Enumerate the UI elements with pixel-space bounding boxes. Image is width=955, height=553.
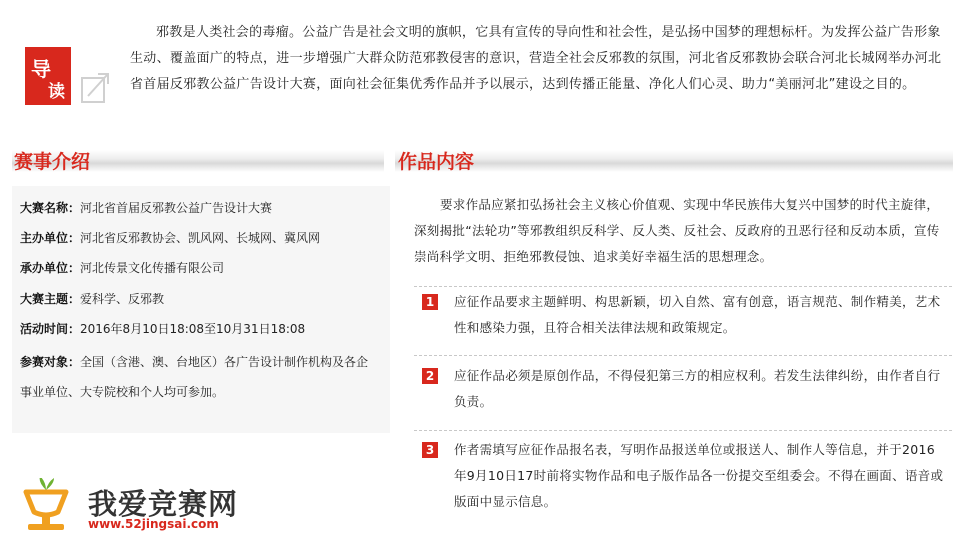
event-row-theme — [20, 287, 370, 311]
works-intro-paragraph: 要求作品应紧扣弘扬社会主义核心价值观、实现中华民族伟大复兴中国梦的时代主旋律，深刻揭批“法轮功”等邪教组织反科学、反人类、反社会、反政府的丑恶行径和反动本质，宣传崇尚科学文明、拒绝邪教侵蚀、追求美好幸福生活的思想理念。 — [414, 197, 940, 264]
event-row-key: 大赛名称： — [20, 201, 81, 215]
works-divider — [414, 286, 952, 287]
event-row-participants — [20, 347, 370, 407]
event-row-key: 参赛对象： — [20, 355, 81, 369]
intro-badge-char-1: 导 — [31, 57, 51, 81]
event-row-time — [20, 317, 370, 341]
event-row-organizer — [20, 256, 370, 280]
external-link-icon — [80, 70, 110, 104]
event-row-host — [20, 226, 370, 250]
event-row-value: 2016年8月10日18:08至10月31日18:08 — [80, 322, 306, 336]
works-section-title: 作品内容 — [398, 151, 475, 173]
works-item-2: 应征作品必须是原创作品，不得侵犯第三方的相应权利。若发生法律纠纷，由作者自行负责。 — [454, 368, 941, 409]
item-number-badge: 2 — [422, 368, 438, 384]
intro-paragraph: 邪教是人类社会的毒瘤。公益广告是社会文明的旗帜，它具有宣传的导向性和社会性，是弘扬中国梦的理想标杆。为发挥公益广告形象生动、覆盖面广的特点，进一步增强广大群众防范邪教侵害的意识，营造全社会反邪教的氛围，河北省反邪教协会联合河北长城网举办河北省首届反邪教公益广告设计大赛，面向社会征集优秀作品并予以展示，达到传播正能量、净化人们心灵、助力“美丽河北”建设之目的。 — [130, 25, 942, 92]
event-row-key: 主办单位： — [20, 231, 81, 245]
event-row-key: 承办单位： — [20, 261, 81, 275]
item-number-badge: 1 — [422, 294, 438, 310]
event-section-title: 赛事介绍 — [14, 151, 91, 173]
event-row-value: 河北省首届反邪教公益广告设计大赛 — [80, 201, 273, 215]
event-row-value: 河北传景文化传播有限公司 — [80, 261, 225, 275]
trophy-logo-icon — [18, 478, 74, 534]
logo-url: www.52jingsai.com — [88, 517, 219, 531]
works-divider — [414, 430, 952, 431]
event-row-key: 活动时间： — [20, 322, 81, 336]
event-row-value: 河北省反邪教协会、凯风网、长城网、冀风网 — [80, 231, 321, 245]
event-row-name — [20, 196, 370, 220]
works-item-3: 作者需填写应征作品报名表，写明作品报送单位或报送人、制作人等信息，并于2016年9月10日17时前将实物作品和电子版作品各一份提交至组委会。不得在画面、语音或版面中显示信息。 — [454, 442, 944, 509]
works-section-rule — [395, 150, 953, 172]
works-divider — [414, 355, 952, 356]
works-item-1: 应征作品要求主题鲜明、构思新颖，切入自然、富有创意，语言规范、制作精美，艺术性和感染力强，且符合相关法律法规和政策规定。 — [454, 294, 941, 335]
event-row-key: 大赛主题： — [20, 292, 81, 306]
intro-badge — [25, 47, 71, 105]
intro-badge-char-2: 读 — [48, 82, 65, 102]
logo-name: 我爱竞赛网 — [88, 487, 239, 521]
event-row-value: 爱科学、反邪教 — [80, 292, 165, 306]
event-row-value: 全国（含港、澳、台地区）各广告设计制作机构及各企事业单位、大专院校和个人均可参加。 — [20, 355, 369, 399]
item-number-badge: 3 — [422, 442, 438, 458]
